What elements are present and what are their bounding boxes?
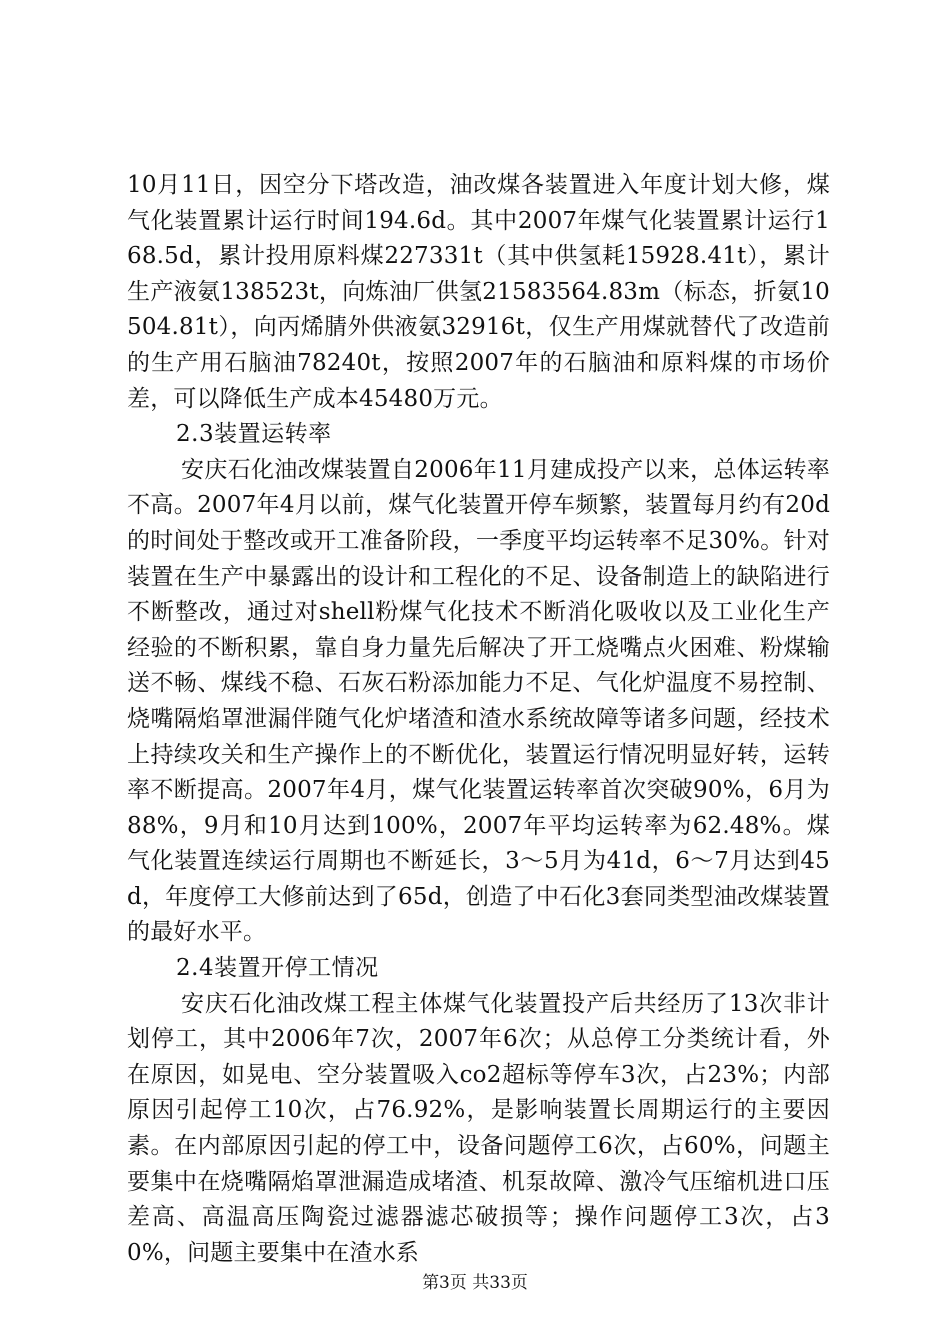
page-number-label: 第3页 共33页 bbox=[422, 1273, 528, 1293]
page-footer bbox=[0, 1271, 950, 1295]
document-body bbox=[127, 168, 830, 1271]
section-heading-2-4: 2.4装置开停工情况 bbox=[176, 955, 379, 982]
section-heading-2-3: 2.3装置运转率 bbox=[176, 421, 332, 448]
paragraph-shutdowns: 安庆石化油改煤工程主体煤气化装置投产后共经历了13次非计划停工，其中2006年7次，2007年6次；从总停工分类统计看，外在原因，如晃电、空分装置吸入co2超标等停车3次，占23%；内部原因引起停工10次，占76.92%，是影响装置长周期运行的主要因素。在内部原因引起的停工中，设备问题停工6次，占60%，问题主要集中在烧嘴隔焰罩泄漏造成堵渣、机泵故障、激冷气压缩机进口压差高、高温高压陶瓷过滤器滤芯破损等；操作问题停工3次，占30%，问题主要集中在渣水系 bbox=[127, 990, 830, 1266]
paragraph-production-summary: 10月11日，因空分下塔改造，油改煤各装置进入年度计划大修，煤气化装置累计运行时间194.6d。其中2007年煤气化装置累计运行168.5d，累计投用原料煤227331t（其中供氢耗15928.41t），累计生产液氨138523t，向炼油厂供氢21583564.83m（标态，折氨10504.81t），向丙烯腈外供液氨32916t，仅生产用煤就替代了改造前的生产用石脑油78240t，按照2007年的石脑油和原料煤的市场价差，可以降低生产成本45480万元。 bbox=[127, 172, 830, 412]
paragraph-operating-rate: 安庆石化油改煤装置自2006年11月建成投产以来，总体运转率不高。2007年4月以前，煤气化装置开停车频繁，装置每月约有20d的时间处于整改或开工准备阶段，一季度平均运转率不足30%。针对装置在生产中暴露出的设计和工程化的不足、设备制造上的缺陷进行不断整改，通过对shell粉煤气化技术不断消化吸收以及工业化生产经验的不断积累，靠自身力量先后解决了开工烧嘴点火困难、粉煤输送不畅、煤线不稳、石灰石粉添加能力不足、气化炉温度不易控制、烧嘴隔焰罩泄漏伴随气化炉堵渣和渣水系统故障等诸多问题，经技术上持续攻关和生产操作上的不断优化，装置运行情况明显好转，运转率不断提高。2007年4月，煤气化装置运转率首次突破90%，6月为88%，9月和10月达到100%，2007年平均运转率为62.48%。煤气化装置连续运行周期也不断延长，3～5月为41d，6～7月达到45d，年度停工大修前达到了65d，创造了中石化3套同类型油改煤装置的最好水平。 bbox=[127, 456, 830, 946]
